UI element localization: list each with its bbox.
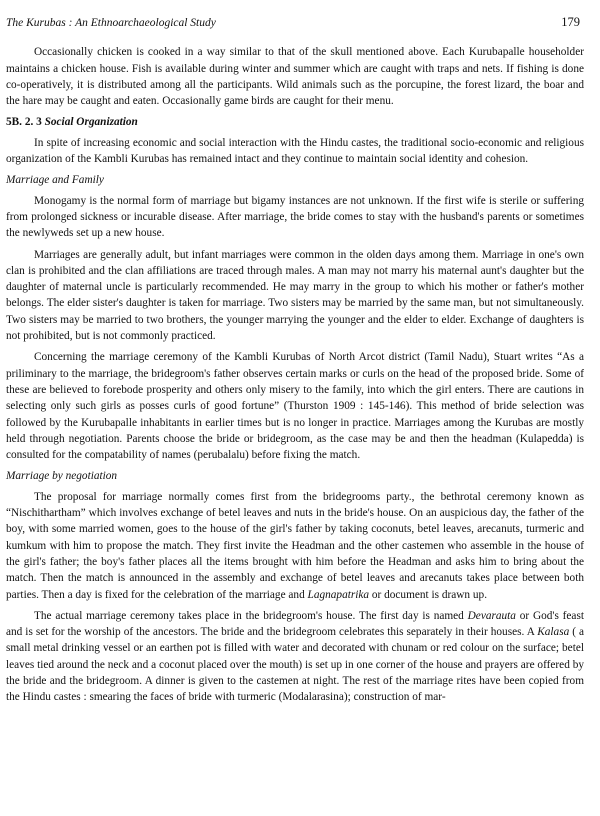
section-heading [6, 114, 584, 130]
paragraph-proposal [6, 489, 584, 603]
subheading-marriage-negotiation: Marriage by negotiation [6, 470, 118, 483]
ceremony-text-c: ( a small metal drinking vessel or an earthen pot is filled with water and decorated with chunam or red colour on the surface; betel leaves tied around the neck and a coconut placed over the mouth) is set up in one corner of the house and prayers are offered by the bride and the bridegroom. A dinner is given to the castemen at night. The rest of the marriage rites have been copied from the Hindu castes : smearing the faces of bride with turmeric (Modalarasina); construction of mar- [6, 626, 584, 704]
paragraph-adult-marriage: Marriages are generally adult, but infant marriages were common in the olden days among them. Marriage in one's own clan is prohibited and the clan affiliations are traced through males. A man may not marry his maternal aunt's daughter but the daughter of maternal uncle is particularly recommended. He may marry in the group to which his mother or father's mother belongs. The elder sister's daughter is taken for marriage. Two sisters may be married by the same man, but not simultaneously. Two sisters may be married to two brothers, the younger marrying the younger and the elder to elder. Exchange of daughters is not prohibited, but is not commonly practiced. [6, 248, 584, 343]
proposal-text-b: or document is drawn up. [369, 588, 488, 601]
term-kalasa: Kalasa [537, 626, 570, 639]
paragraph-actual-ceremony [6, 608, 584, 706]
ceremony-text-b: or God's feast and is set for the worship of the ancestors. The bride and the bridegroom celebrates this separately in their houses. A [6, 609, 584, 639]
page-number: 179 [561, 15, 580, 29]
running-header [6, 14, 584, 31]
paragraph-marriage-ceremony: Concerning the marriage ceremony of the Kambli Kurubas of North Arcot district (Tamil Nadu), Stuart writes “As a priliminary to the marriage, the bridegroom's father observes certain marks or curls on the head of the proposed bride. Some of these are believed to forebode prosperity and others only misery to the family, into which the girl enters. There are cautions in selecting only such girls as posses curls of good fortune” (Thurston 1909 : 145-146). This method of bride selection was followed by the Kurubapalle inhabitants in earlier times but is no longer in practice. Marriages among the Kurubas are mostly held through negotiation. Parents choose the bride or bridegroom, as the case may be and then the headman (Kulapedda) is consulted for the compatability of names (perubalalu) before fixing the match. [6, 351, 584, 462]
running-title: The Kurubas : An Ethnoarchaeological Study [6, 17, 216, 29]
term-devarauta: Devarauta [467, 609, 516, 622]
proposal-text-a: The proposal for marriage normally comes first from the bridegrooms party., the bethrotal ceremony known as “Nischithartham” which involves exchange of betel leaves and nuts in the bride's house. On an auspicious day, the father of the boy, with some married women, goes to the house of the girl's father by taking coconuts, betel leaves, arecanuts, turmeric and kumkum with him to propose the match. They first invite the Headman and the other castemen who assemble in the house of the girl's father; the boy's father places all the items brought with him before the Headman and asks him to bring about the match. Then the match is announced in the assembly and exchange of betel leaves and arecanuts takes place between both parties. Then a day is fixed for the celebration of the marriage and [6, 490, 584, 601]
subheading-marriage-family: Marriage and Family [6, 174, 104, 187]
section-number: 5B. 2. 3 [6, 116, 42, 129]
paragraph-social-organization: In spite of increasing economic and social interaction with the Hindu castes, the traditional socio-economic and religious organization of the Kambli Kurubas has remained intact and they continue to maintain social identity and cohesion. [6, 136, 584, 166]
paragraph-food: Occasionally chicken is cooked in a way similar to that of the skull mentioned above. Each Kurubapalle householder maintains a chicken house. Fish is available during winter and summer which are caught with traps and nets. If fishing is done co-operatively, it is distributed among all the participants. Wild animals such as the porcupine, the forest lizard, the boar and the hare may be caught and eaten. Occasionally game birds are caught for their menu. [6, 46, 584, 108]
section-title: Social Organization [44, 116, 138, 129]
ceremony-text-a: The actual marriage ceremony takes place in the bridegroom's house. The first day is named [34, 609, 468, 622]
term-lagnapatrika: Lagnapatrika [307, 588, 370, 601]
paragraph-monogamy: Monogamy is the normal form of marriage but bigamy instances are not unknown. If the first wife is sterile or suffering from prolonged sickness or incurable disease. After marriage, the bride comes to stay with the husband's parents or sometimes the newlyweds set up a new house. [6, 194, 584, 240]
